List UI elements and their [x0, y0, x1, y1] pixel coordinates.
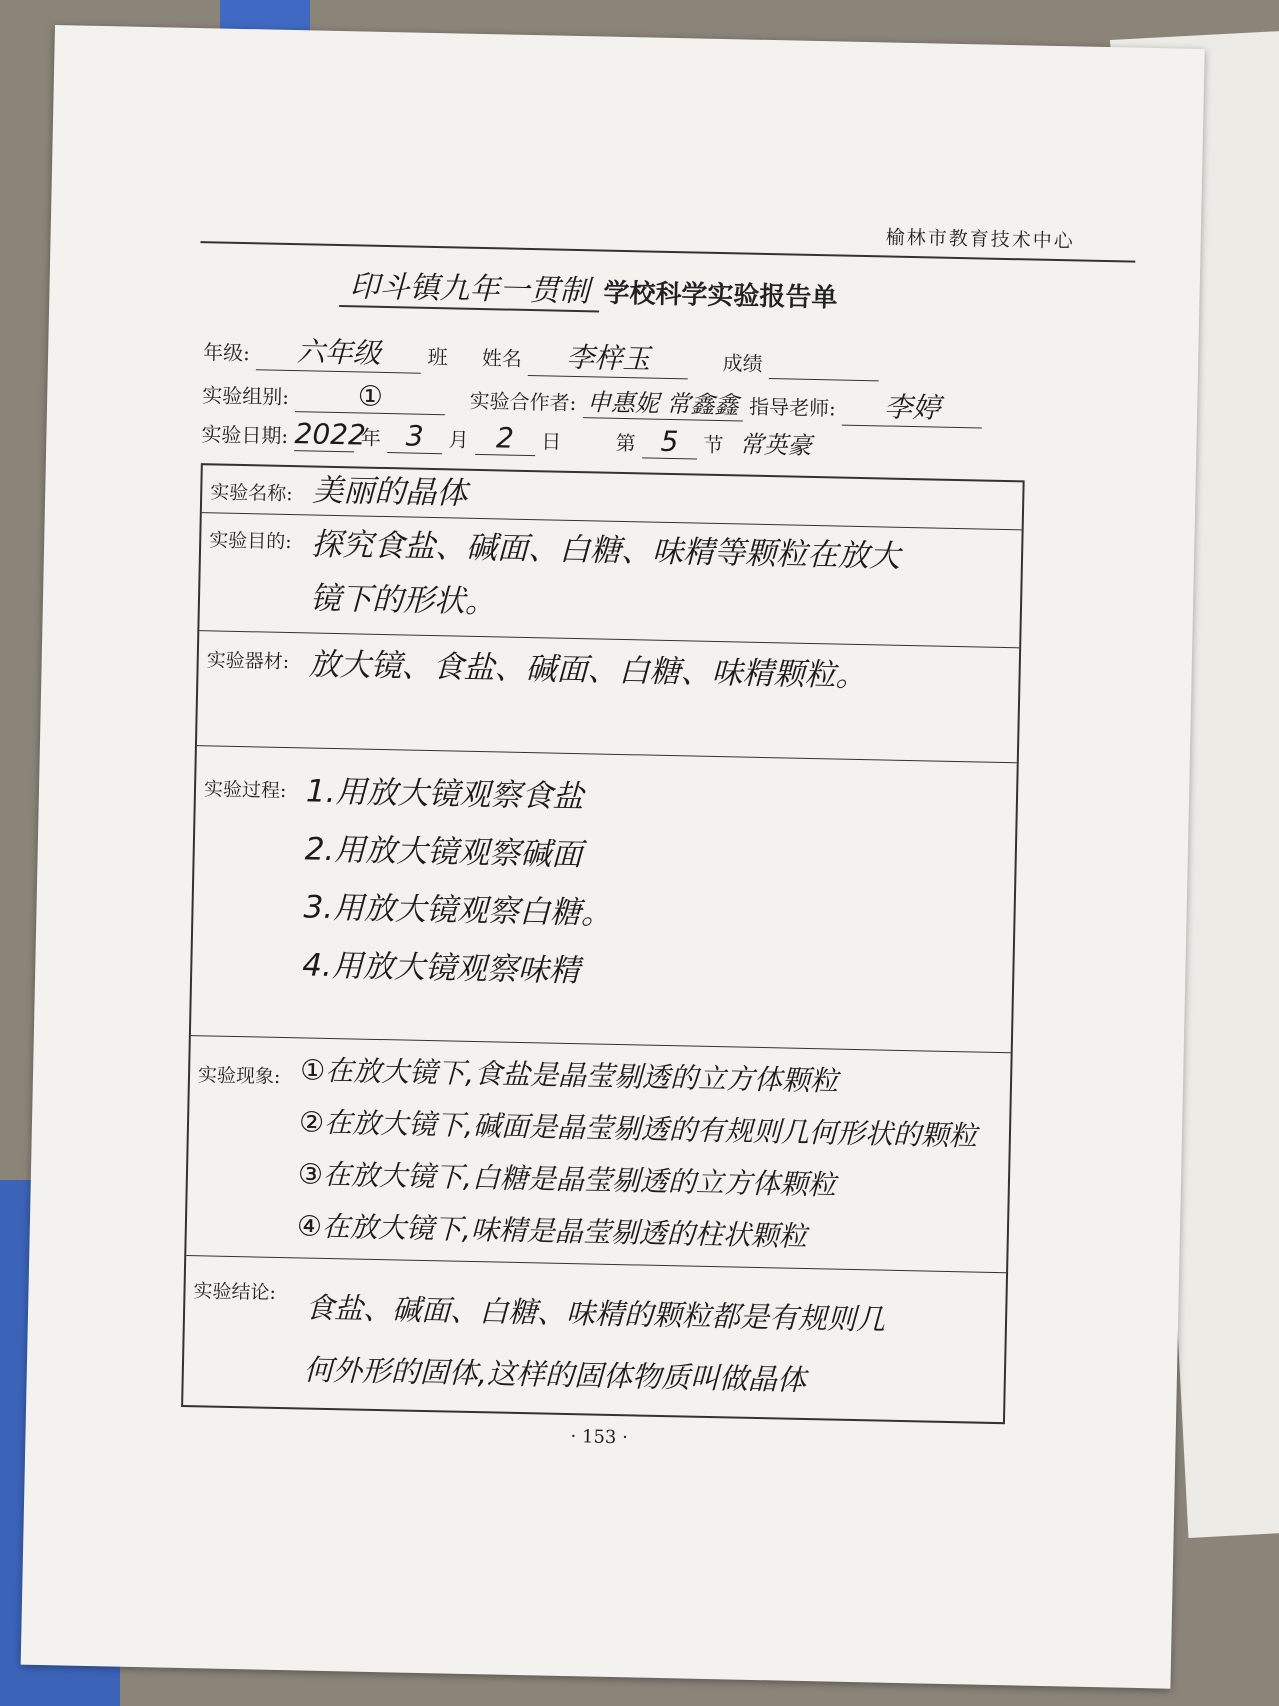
year-value: 2022: [294, 417, 367, 452]
period-suffix: 节: [703, 432, 724, 458]
score-label: 成绩: [722, 351, 763, 376]
phenomena-label: 实验现象:: [197, 1064, 281, 1088]
materials-label: 实验器材:: [206, 649, 290, 674]
page-number: · 153 ·: [570, 1426, 629, 1449]
process-step: 1.用放大镜观察食盐: [305, 773, 584, 816]
header-org: 榆林市教育技术中心: [885, 226, 1075, 253]
extra-name: 常英豪: [739, 430, 812, 460]
conclusion-line: 食盐、碱面、白糖、味精的颗粒都是有规则几: [304, 1290, 886, 1337]
school-name-handwritten: 印斗镇九年一贯制: [339, 261, 600, 312]
conclusion-label: 实验结论:: [193, 1280, 277, 1304]
section-process: [191, 746, 1017, 1053]
student-name: 李梓玉: [528, 335, 689, 379]
month-label: 月: [448, 427, 469, 452]
group-value: ①: [295, 378, 446, 415]
purpose-text: [309, 517, 900, 637]
experiment-name: 美丽的晶体: [311, 472, 468, 512]
purpose-label: 实验目的:: [209, 529, 292, 554]
period-value: 5: [642, 424, 698, 459]
class-label: 班: [427, 344, 448, 370]
process-step: 3.用放大镜观察白糖。: [303, 889, 613, 932]
process-text: [302, 762, 615, 1000]
day-value: 2: [475, 421, 536, 456]
process-label: 实验过程:: [203, 778, 287, 803]
section-phenomena: [186, 1036, 1010, 1273]
name-label: 姓名: [481, 346, 523, 371]
process-step: 4.用放大镜观察味精: [301, 947, 581, 990]
process-step: 2.用放大镜观察碱面: [304, 831, 583, 874]
materials-text: 放大镜、食盐、碱面、白糖、味精颗粒。: [308, 646, 867, 695]
partners-value: 申惠妮 常鑫鑫: [582, 382, 743, 421]
phenomena-line: ④在放大镜下,味精是晶莹剔透的柱状颗粒: [296, 1209, 808, 1254]
day-label: 日: [541, 429, 562, 454]
group-label: 实验组别:: [202, 383, 290, 409]
report-table: [181, 463, 1025, 1424]
month-value: 3: [387, 419, 443, 454]
phenomena-line: ①在放大镜下,食盐是晶莹剔透的立方体颗粒: [299, 1053, 839, 1098]
title-suffix: 学校科学实验报告单: [603, 278, 838, 314]
report-sheet: [21, 25, 1205, 1689]
section-purpose: [199, 513, 1021, 648]
grade-label: 年级:: [202, 340, 251, 366]
partners-label: 实验合作者:: [469, 388, 577, 415]
phenomena-line: ③在放大镜下,白糖是晶莹剔透的立方体颗粒: [297, 1157, 837, 1202]
score-blank: [769, 345, 880, 381]
teacher-value: 李婷: [842, 385, 983, 429]
teacher-label: 指导老师:: [748, 394, 837, 421]
year-label: 年: [360, 425, 382, 450]
purpose-line: 探究食盐、碱面、白糖、味精等颗粒在放大: [310, 526, 901, 575]
section-materials: [197, 631, 1019, 763]
grade-value: 六年级: [256, 329, 422, 373]
phenomena-text: [296, 1044, 978, 1266]
section-conclusion: [183, 1256, 1006, 1422]
period-prefix: 第: [615, 430, 636, 456]
name-section-label: 实验名称:: [210, 481, 293, 506]
conclusion-line: 何外形的固体,这样的固体物质叫做晶体: [303, 1352, 807, 1398]
date-label: 实验日期:: [201, 422, 289, 448]
conclusion-text: [303, 1277, 885, 1413]
report-title: [339, 261, 838, 317]
phenomena-line: ②在放大镜下,碱面是晶莹剔透的有规则几何形状的颗粒: [298, 1105, 978, 1153]
purpose-line: 镜下的形状。: [309, 580, 497, 621]
